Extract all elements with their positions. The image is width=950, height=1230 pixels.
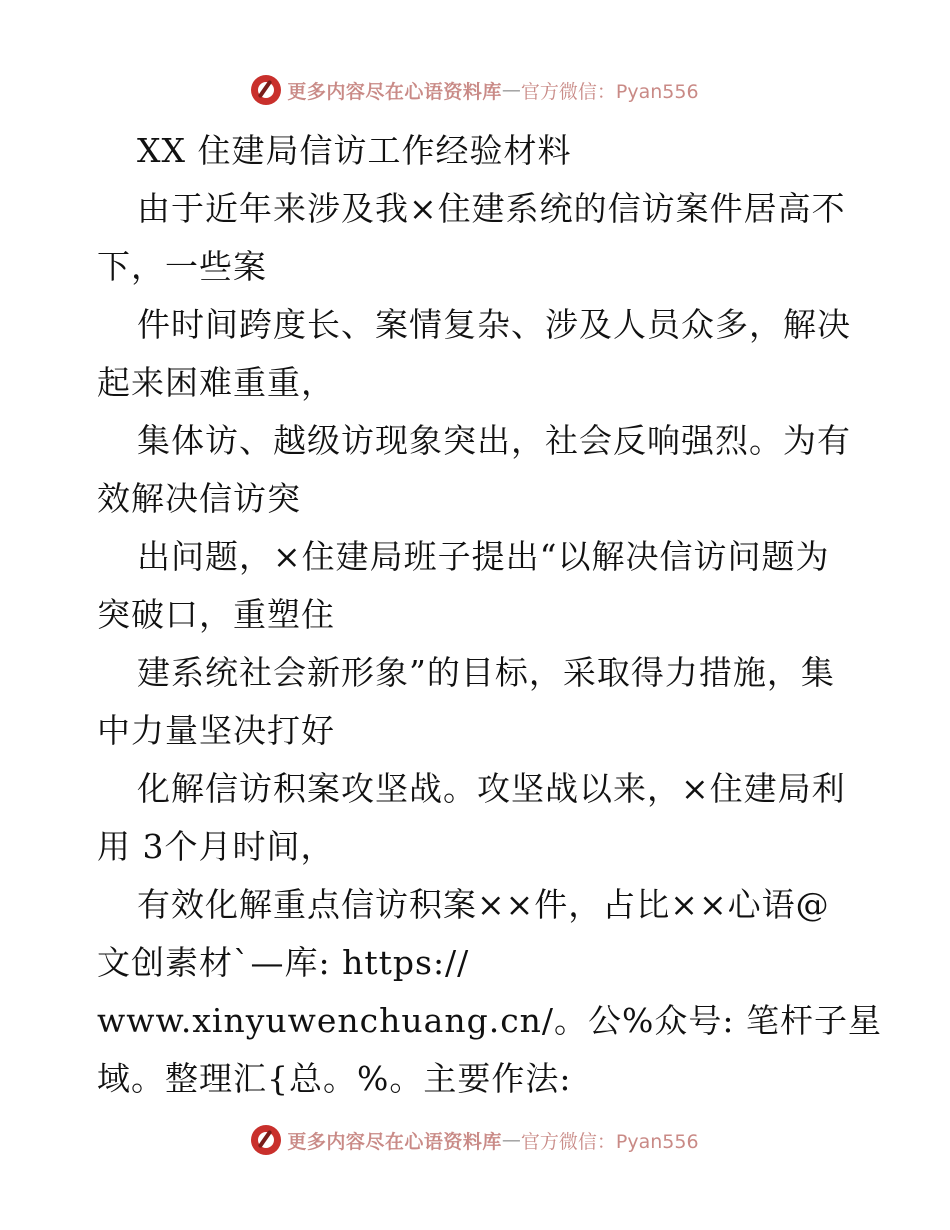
document-line: 由于近年来涉及我×住建系统的信访案件居高不 bbox=[137, 189, 846, 228]
document-line: 效解决信访突 bbox=[97, 479, 301, 518]
footer-banner-separator: — bbox=[501, 1129, 521, 1151]
header-banner-separator: — bbox=[501, 79, 521, 101]
document-line: 用 3个月时间， bbox=[97, 827, 335, 866]
footer-banner bbox=[0, 1120, 950, 1160]
document-line: 出问题，×住建局班子提出“以解决信访问题为 bbox=[137, 537, 830, 576]
document-line: www.xinyuwenchuang.cn/。公%众号: 笔杆子星 bbox=[97, 1001, 883, 1040]
header-banner-wechat: 官方微信：Pyan556 bbox=[520, 80, 699, 103]
document-line: 突破口，重塑住 bbox=[97, 595, 335, 634]
document-title: XX 住建局信访工作经验材料 bbox=[137, 131, 572, 170]
document-line: 域。整理汇{总。%。主要作法: bbox=[97, 1059, 572, 1098]
document-line: 下，一些案 bbox=[97, 247, 267, 286]
brand-logo-icon bbox=[251, 1125, 281, 1155]
footer-banner-wechat: 官方微信：Pyan556 bbox=[520, 1130, 699, 1153]
document-line: 化解信访积案攻坚战。攻坚战以来，×住建局利 bbox=[137, 769, 846, 808]
document-line: 集体访、越级访现象突出，社会反响强烈。为有 bbox=[137, 421, 851, 460]
document-line: 件时间跨度长、案情复杂、涉及人员众多，解决 bbox=[137, 305, 851, 344]
footer-banner-text: 更多内容尽在心语资料库 bbox=[287, 1130, 502, 1153]
header-banner bbox=[0, 70, 950, 110]
document-line: 建系统社会新形象”的目标，采取得力措施，集 bbox=[137, 653, 835, 692]
header-banner-text: 更多内容尽在心语资料库 bbox=[287, 80, 502, 103]
document-line: 文创素材`—库: https:// bbox=[97, 943, 470, 982]
document-line: 起来困难重重， bbox=[97, 363, 335, 402]
document-line: 有效化解重点信访积案××件，占比××心语@ bbox=[137, 885, 830, 924]
document-line: 中力量坚决打好 bbox=[97, 711, 335, 750]
brand-logo-icon bbox=[251, 75, 281, 105]
document-body bbox=[97, 122, 883, 1108]
